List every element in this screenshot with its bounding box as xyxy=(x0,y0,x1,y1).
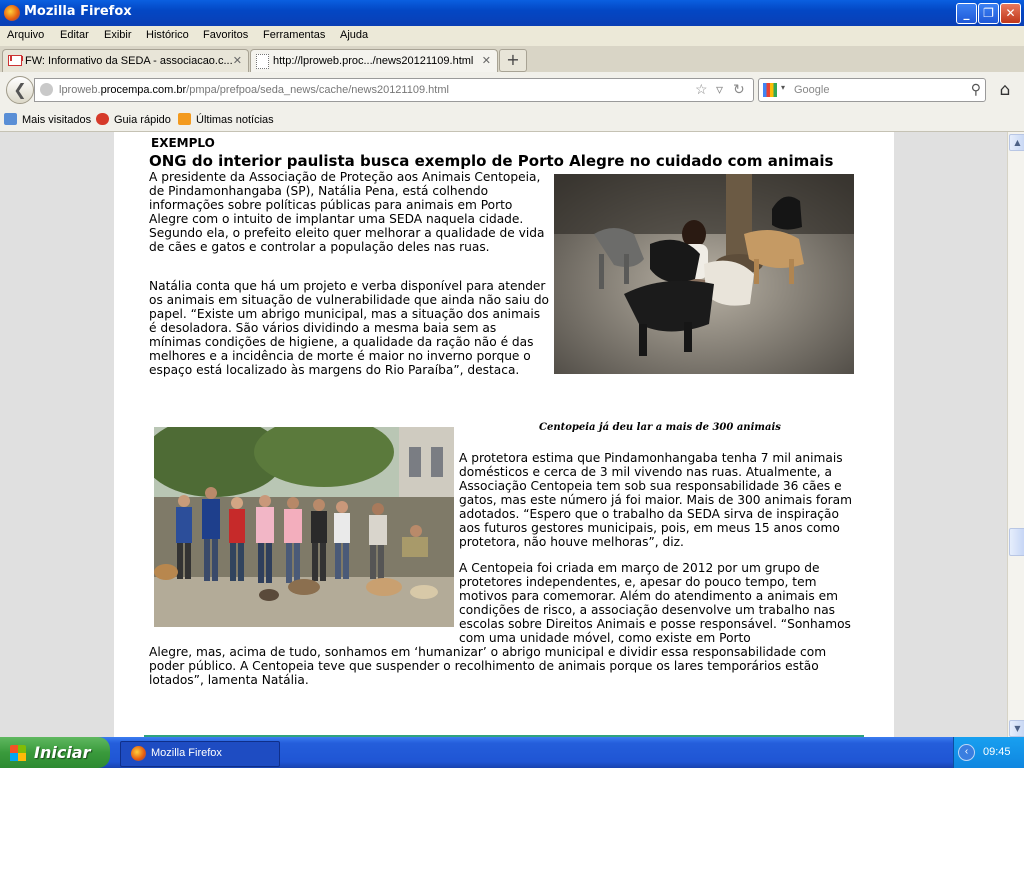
close-window-button[interactable]: ✕ xyxy=(1000,3,1021,24)
article-headline: ONG do interior paulista busca exemplo de Porto Alegre no cuidado com animais xyxy=(149,152,834,170)
bookmark-mais-visitados[interactable]: Mais visitados xyxy=(4,113,91,126)
search-engine-dropdown-icon[interactable]: ▾ xyxy=(781,83,786,92)
photo-woman-with-dogs xyxy=(554,174,854,374)
menu-ferramentas[interactable]: Ferramentas xyxy=(263,29,326,41)
new-tab-button[interactable]: + xyxy=(499,49,527,72)
bookmark-guia-rapido[interactable]: Guia rápido xyxy=(96,113,171,126)
bookmarks-bar xyxy=(0,108,1024,132)
taskbar-item-label: Mozilla Firefox xyxy=(151,747,222,759)
history-dropdown-icon[interactable]: ▿ xyxy=(716,81,724,97)
section-kicker: EXEMPLO xyxy=(151,136,215,150)
firefox-guide-icon xyxy=(96,113,109,125)
address-bar[interactable] xyxy=(34,78,754,102)
reload-icon[interactable]: ↻ xyxy=(733,81,745,97)
photo-caption: Centopeia já deu lar a mais de 300 animais xyxy=(539,422,781,433)
firefox-icon xyxy=(4,5,20,21)
navigation-bar xyxy=(0,72,1024,108)
tab-label: http://lproweb.proc.../news20121109.html xyxy=(273,55,474,67)
home-button[interactable]: ⌂ xyxy=(999,80,1011,100)
menu-bar xyxy=(0,26,1024,46)
show-hidden-icons-button[interactable]: ‹ xyxy=(958,744,975,761)
clock[interactable]: 09:45 xyxy=(983,746,1011,758)
menu-ajuda[interactable]: Ajuda xyxy=(340,29,369,41)
tab-news-page[interactable] xyxy=(250,49,498,72)
vertical-scrollbar[interactable] xyxy=(1007,132,1024,737)
menu-editar[interactable]: Editar xyxy=(60,29,89,41)
article-paragraph-4-full: Alegre, mas, acima de tudo, sonhamos em ‘humanizar’ o abrigo municipal e dividir essa responsabilidade com poder público. A Centopeia teve que suspender o recolhimento de animais porque os lares temporários estão lotados”, lamenta Natália. xyxy=(149,645,827,687)
menu-exibir[interactable]: Exibir xyxy=(104,29,132,41)
newsletter-page xyxy=(114,132,894,737)
scroll-up-button[interactable]: ▲ xyxy=(1009,134,1024,151)
article-paragraph-4-wrapped: A Centopeia foi criada em março de 2012 por um grupo de protetores independentes, e, apesar do pouco tempo, tem motivos para comemorar. Além do atendimento a animais em condições de risco, a associação desenvolve um trabalho nas escolas sobre Direitos Animais e posse responsável. “Sonhamos com uma unidade móvel, como existe em Porto xyxy=(459,561,851,645)
windows-flag-icon xyxy=(10,745,26,761)
menu-arquivo[interactable]: Arquivo xyxy=(7,29,45,41)
system-tray xyxy=(953,737,1024,768)
back-button[interactable]: ❮ xyxy=(6,76,34,104)
close-tab-icon[interactable]: ✕ xyxy=(232,55,242,67)
close-tab-icon[interactable]: ✕ xyxy=(481,55,491,67)
gmail-icon xyxy=(8,55,22,66)
taskbar xyxy=(0,737,1024,768)
window-title: Mozilla Firefox xyxy=(24,4,132,19)
rss-feed-icon xyxy=(178,113,191,125)
google-icon[interactable] xyxy=(763,83,777,97)
tab-gmail[interactable] xyxy=(2,49,249,72)
scroll-down-button[interactable]: ▼ xyxy=(1009,720,1024,737)
globe-icon xyxy=(40,83,53,96)
tab-label: FW: Informativo da SEDA - associacao.c... xyxy=(25,55,233,67)
page-viewport xyxy=(0,132,1007,737)
article-paragraph-1: A presidente da Associação de Proteção aos Animais Centopeia, de Pindamonhangaba (SP), Natália Pena, está colhendo informações sobre políticas públicas para animais em Porto Alegre com o intuito de implantar uma SEDA naquela cidade. Segundo ela, o prefeito eleito quer melhorar a qualidade de vida de cães e gatos e controlar a população deles nas ruas. xyxy=(149,170,545,254)
search-placeholder: Google xyxy=(794,84,830,96)
article-paragraph-3: A protetora estima que Pindamonhangaba tenha 7 mil animais domésticos e cerca de 3 mil vivendo nas ruas. Atualmente, a Associação Centopeia tem sob sua responsabilidade 36 cães e gatos, mas este número já foi maior. Mais de 300 animais foram adotados. “Espero que o trabalho da SEDA sirva de inspiração aos futuros gestores municipais, pois, em meus 15 anos como protetora, não houve melhoras”, diz. xyxy=(459,451,853,549)
article-paragraph-4 xyxy=(149,561,861,687)
start-label: Iniciar xyxy=(34,743,91,762)
bookmark-ultimas-noticias[interactable]: Últimas notícias xyxy=(178,113,274,126)
taskbar-item-firefox[interactable] xyxy=(120,741,280,767)
menu-favoritos[interactable]: Favoritos xyxy=(203,29,249,41)
url-text[interactable]: lproweb.procempa.com.br/pmpa/prefpoa/seda_news/cache/news20121109.html xyxy=(59,84,449,96)
firefox-icon xyxy=(131,746,146,761)
scrollbar-thumb[interactable] xyxy=(1009,528,1024,556)
start-button[interactable] xyxy=(0,737,110,768)
window-title-bar xyxy=(0,0,1024,26)
search-icon[interactable]: ⚲ xyxy=(970,81,981,97)
blank-page-icon xyxy=(256,54,269,69)
article-paragraph-2: Natália conta que há um projeto e verba disponível para atender os animais em situação de vulnerabilidade que ainda não saiu do papel. “Existe um abrigo municipal, mas a situação dos animais é desoladora. São vários dividindo a mesma baia sem as mínimas condições de higiene, a qualidade da ração não é das melhores e a incidência de morte é maior no inverno porque o espaço está localizado às margens do Rio Paraíba”, destaca. xyxy=(149,279,550,377)
search-box[interactable] xyxy=(758,78,986,102)
bookmark-star-icon[interactable]: ☆ xyxy=(695,81,708,97)
maximize-button[interactable]: ❐ xyxy=(978,3,999,24)
bookmark-folder-icon xyxy=(4,113,17,125)
menu-historico[interactable]: Histórico xyxy=(146,29,189,41)
minimize-button[interactable]: _ xyxy=(956,3,977,24)
